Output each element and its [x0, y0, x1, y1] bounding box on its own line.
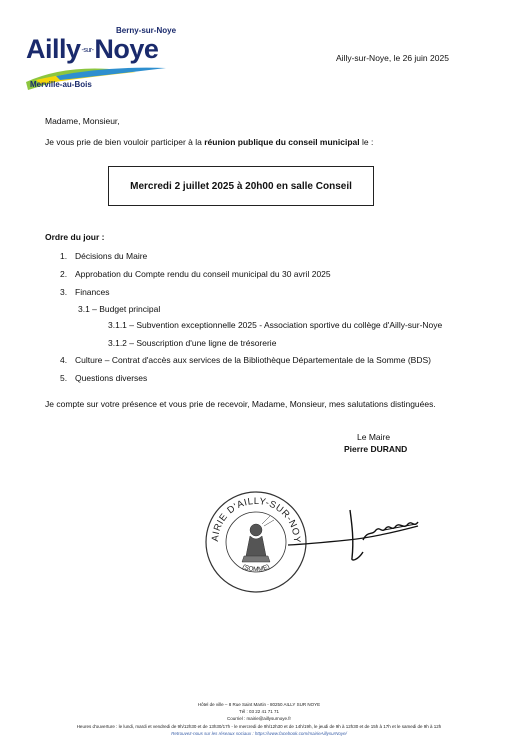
- agenda-item-text: Culture – Contrat d'accès aux services de la Bibliothèque Départementale de la Somme (BDS): [75, 355, 431, 365]
- svg-text:(SOMME): [241, 563, 271, 573]
- signatory-name: Pierre DURAND: [344, 444, 408, 454]
- logo-main-text: [26, 34, 158, 65]
- agenda-item-number: 5.: [60, 373, 68, 383]
- footer-phone: Tél : 03 22 41 71 71: [238, 709, 280, 714]
- agenda-sub-3-1: 3.1 – Budget principal: [78, 304, 161, 314]
- logo: [26, 20, 186, 100]
- intro-bold: réunion publique du conseil municipal: [204, 137, 360, 147]
- agenda-item-text: Questions diverses: [75, 373, 148, 383]
- signatory-title: Le Maire: [357, 432, 391, 442]
- closing-paragraph: Je compte sur votre présence et vous prie de recevoir, Madame, Monsieur, mes salutations distinguées.: [45, 399, 436, 409]
- intro-before: Je vous prie de bien vouloir participer à la: [45, 137, 205, 147]
- logo-main-right: Noye: [94, 34, 159, 64]
- salutation: Madame, Monsieur,: [45, 116, 120, 126]
- stamp-ring-text: AIRIE D'AILLY-SUR-NOY: [209, 495, 303, 544]
- intro-paragraph: [45, 137, 373, 147]
- footer-social-link[interactable]: Retrouvez-nous sur les réseaux sociaux : https://www.facebook.com/mairieAillysurNoye/: [171, 731, 347, 736]
- agenda-item-text: Approbation du Compte rendu du conseil municipal du 30 avril 2025: [75, 269, 331, 279]
- agenda-item-3: [60, 287, 110, 297]
- footer-address: Hôtel de ville – 8 Rue Saint Martin - 80250 AILLY SUR NOYE: [197, 702, 321, 707]
- agenda-item-5: [60, 373, 147, 383]
- agenda-item-2: [60, 269, 331, 279]
- logo-bottom-text: Merville-au-Bois: [30, 80, 92, 89]
- agenda-item-number: 3.: [60, 287, 68, 297]
- logo-top-text: Berny-sur-Noye: [116, 26, 177, 35]
- agenda-item-4: [60, 355, 431, 365]
- logo-main-left: Ailly: [26, 34, 81, 64]
- agenda-item-number: 2.: [60, 269, 68, 279]
- mayor-signature: [288, 500, 448, 570]
- agenda-item-number: 1.: [60, 251, 68, 261]
- agenda-sub-3-1-2: 3.1.2 – Souscription d'une ligne de trésorerie: [108, 338, 277, 348]
- agenda-item-number: 4.: [60, 355, 68, 365]
- logo-main-mid: -sur-: [81, 47, 94, 55]
- stamp-bottom-text: (SOMME): [241, 563, 271, 574]
- agenda-sub-3-1-1: 3.1.1 – Subvention exceptionnelle 2025 - Association sportive du collège d'Ailly-sur-Noye: [108, 320, 443, 330]
- agenda-item-1: [60, 251, 147, 261]
- agenda-title: Ordre du jour :: [45, 232, 105, 242]
- meeting-box: [108, 166, 374, 206]
- footer-hours: Heures d'ouverture : le lundi, mardi et vendredi de 9h/12h30 et de 13h30/17h - le mercredi de 9h/12h30 et de 14h/19h, le jeudi de 9h à 12h30 et de 15h à 17h et le samedi de 9h à 12h: [76, 724, 442, 729]
- intro-after: le :: [359, 137, 374, 147]
- date-line: Ailly-sur-Noye, le 26 juin 2025: [336, 53, 449, 63]
- agenda-item-text: Décisions du Maire: [75, 251, 148, 261]
- footer-email: Courriel : mairie@aillysurnoye.fr: [226, 716, 292, 721]
- agenda-item-text: Finances: [75, 287, 110, 297]
- meeting-box-text: Mercredi 2 juillet 2025 à 20h00 en salle Conseil: [130, 180, 352, 192]
